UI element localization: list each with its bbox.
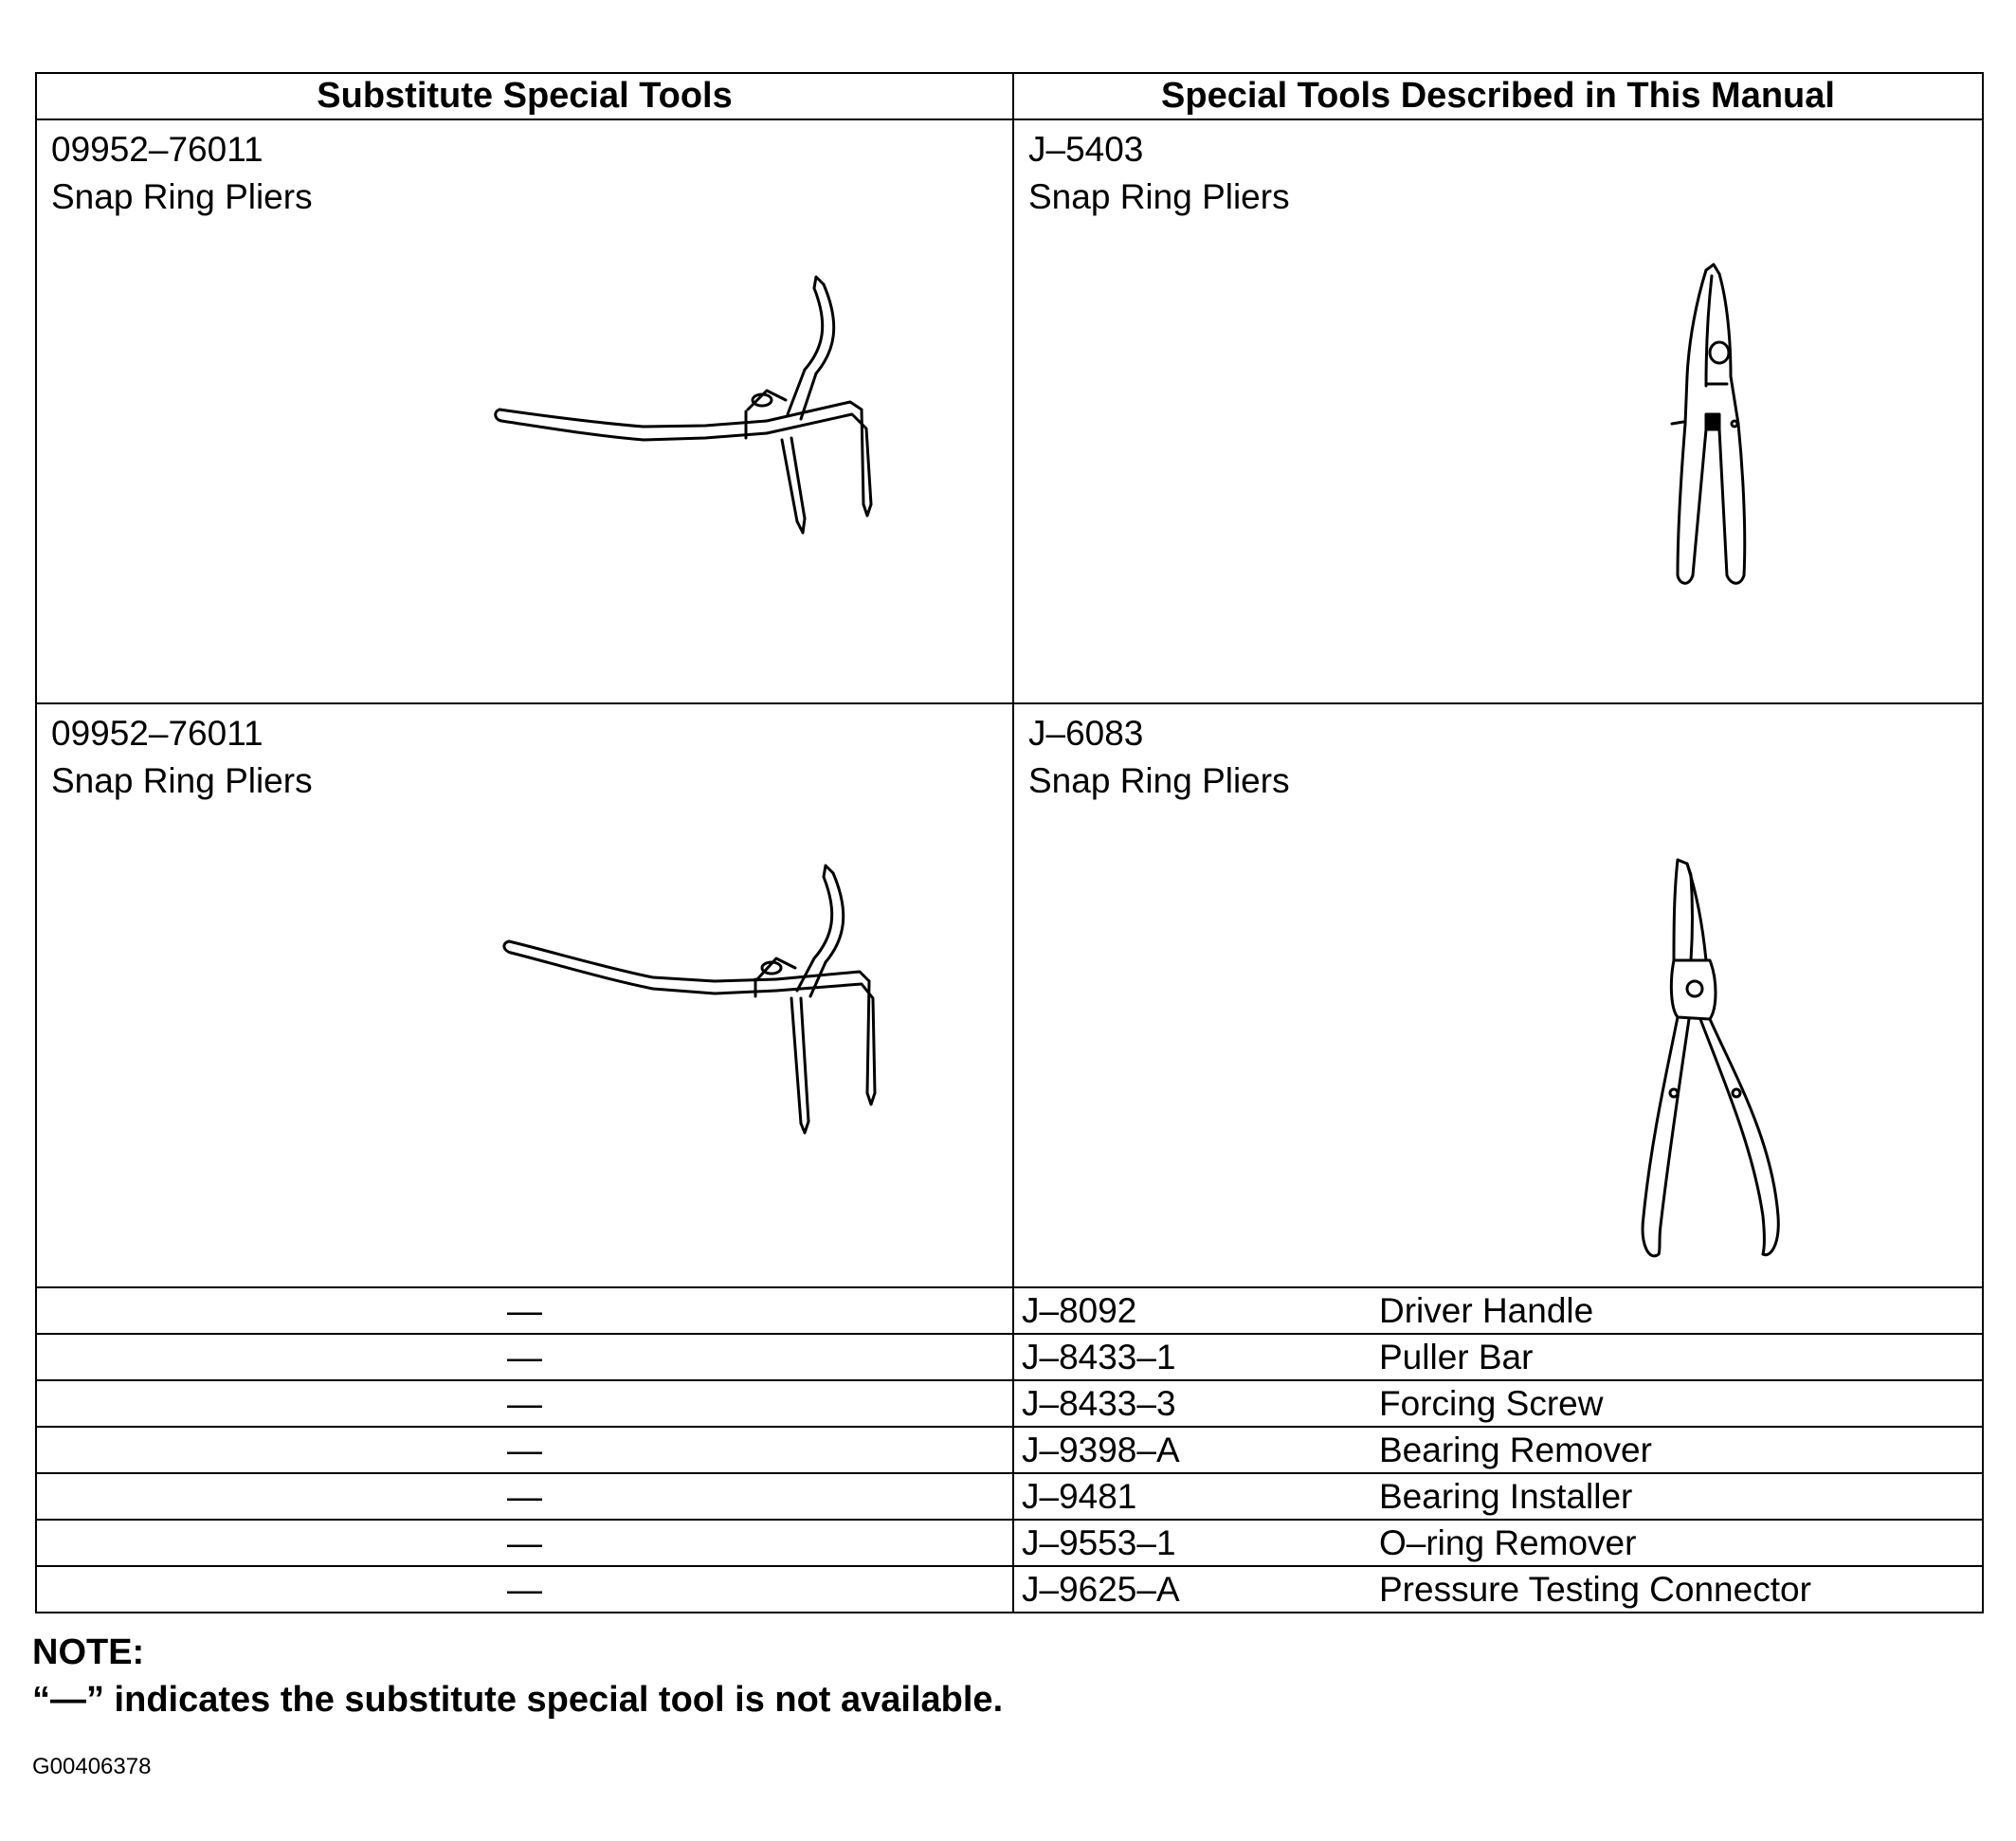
tool-name: Snap Ring Pliers — [51, 177, 313, 216]
manual-tool-entry — [1013, 1287, 1983, 1334]
tool-description: Bearing Remover — [1379, 1430, 1652, 1469]
tool-number: J–9625–A — [1022, 1569, 1180, 1609]
manual-tool-entry — [1013, 1427, 1983, 1473]
tool-number: J–8092 — [1022, 1290, 1137, 1330]
table-row — [36, 1566, 1983, 1613]
manual-tool-entry — [1013, 1380, 1983, 1427]
tool-row — [36, 119, 1983, 703]
table-header-row — [36, 73, 1983, 119]
header-manual-tools: Special Tools Described in This Manual — [1013, 73, 1983, 119]
manual-tool-cell — [1013, 703, 1983, 1287]
tool-description: Driver Handle — [1379, 1290, 1594, 1330]
substitute-unavailable: — — [36, 1380, 1013, 1427]
table-row — [36, 1287, 1983, 1334]
tool-number: J–8433–1 — [1022, 1337, 1176, 1376]
table-row — [36, 1427, 1983, 1473]
substitute-unavailable: — — [36, 1520, 1013, 1566]
tool-description: O–ring Remover — [1379, 1522, 1637, 1562]
tool-number: 09952–76011 — [51, 714, 263, 753]
tool-number: J–6083 — [1028, 714, 1144, 753]
tool-number: J–9553–1 — [1022, 1522, 1176, 1562]
special-tools-table — [35, 72, 1984, 1613]
manual-tool-entry — [1013, 1473, 1983, 1520]
manual-tool-entry — [1013, 1566, 1983, 1613]
substitute-unavailable: — — [36, 1566, 1013, 1613]
table-row — [36, 1380, 1983, 1427]
tool-description: Puller Bar — [1379, 1337, 1534, 1376]
manual-tool-entry — [1013, 1520, 1983, 1566]
tool-number: 09952–76011 — [51, 130, 263, 169]
substitute-tool-cell — [36, 703, 1013, 1287]
tool-name: Snap Ring Pliers — [1028, 177, 1290, 216]
tool-description: Bearing Installer — [1379, 1476, 1633, 1516]
substitute-tool-cell — [36, 119, 1013, 703]
note-heading: NOTE: — [32, 1632, 145, 1672]
substitute-unavailable: — — [36, 1427, 1013, 1473]
tool-name: Snap Ring Pliers — [51, 761, 313, 800]
tool-description: Forcing Screw — [1379, 1383, 1604, 1423]
snap-ring-pliers-icon — [1640, 263, 1791, 604]
tool-number: J–8433–3 — [1022, 1383, 1176, 1423]
figure-id: G00406378 — [32, 1754, 152, 1779]
snap-ring-pliers-icon — [1611, 856, 1829, 1273]
substitute-unavailable: — — [36, 1287, 1013, 1334]
table-row — [36, 1334, 1983, 1380]
snap-ring-pliers-icon — [492, 856, 928, 1178]
substitute-unavailable: — — [36, 1334, 1013, 1380]
substitute-unavailable: — — [36, 1473, 1013, 1520]
table-row — [36, 1473, 1983, 1520]
tool-number: J–9481 — [1022, 1476, 1137, 1516]
tool-number: J–9398–A — [1022, 1430, 1180, 1469]
tool-name: Snap Ring Pliers — [1028, 761, 1290, 800]
note-text: “—” indicates the substitute special tool is not available. — [32, 1680, 1004, 1720]
table-row — [36, 1520, 1983, 1566]
tool-row — [36, 703, 1983, 1287]
header-substitute-tools: Substitute Special Tools — [36, 73, 1013, 119]
manual-tool-entry — [1013, 1334, 1983, 1380]
manual-tool-cell — [1013, 119, 1983, 703]
tool-number: J–5403 — [1028, 130, 1144, 169]
snap-ring-pliers-icon — [482, 267, 918, 590]
tool-description: Pressure Testing Connector — [1379, 1569, 1811, 1609]
